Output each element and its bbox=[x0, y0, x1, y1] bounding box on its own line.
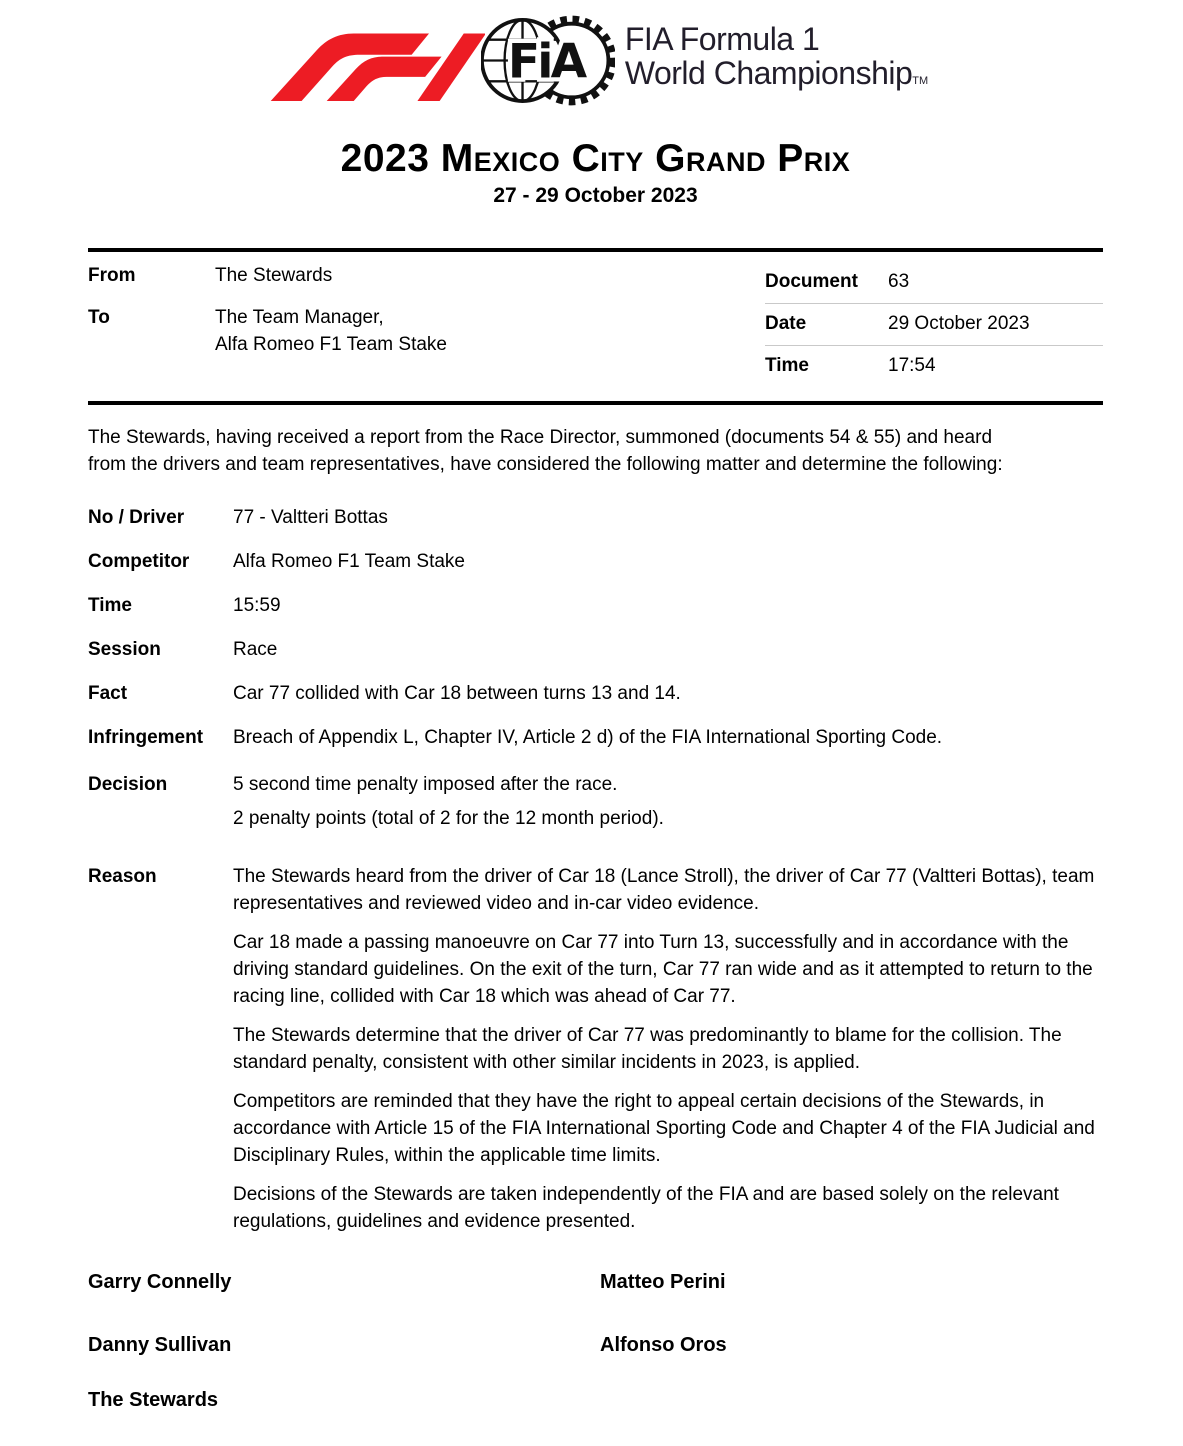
field-row-fact bbox=[88, 680, 1103, 707]
meta-left-column bbox=[88, 262, 765, 387]
field-row-time bbox=[88, 592, 1103, 619]
meta-right-column bbox=[765, 262, 1103, 387]
steward-signature-4: Alfonso Oros bbox=[600, 1334, 727, 1356]
to-label: To bbox=[88, 307, 110, 328]
reason-paragraph-1: The Stewards heard from the driver of Car 18 (Lance Stroll), the driver of Car 77 (Valtteri Bottas), team representatives and reviewed video and in-car video evidence. bbox=[233, 866, 1095, 914]
session-time-value: 15:59 bbox=[233, 595, 281, 616]
decision-line-1: 5 second time penalty imposed after the race. bbox=[233, 774, 618, 795]
no-driver-value: 77 - Valtteri Bottas bbox=[233, 507, 388, 528]
fia-monogram: FiA bbox=[507, 33, 585, 89]
steward-signature-2: Matteo Perini bbox=[600, 1271, 726, 1293]
field-row-competitor bbox=[88, 548, 1103, 575]
field-row-no-driver bbox=[88, 504, 1103, 531]
meta-row-time bbox=[765, 346, 1103, 387]
decision-line-2: 2 penalty points (total of 2 for the 12 month period). bbox=[233, 808, 664, 829]
signatures-grid bbox=[88, 1269, 1103, 1359]
meta-row-to bbox=[88, 304, 765, 358]
reason-paragraph-3: The Stewards determine that the driver of Car 77 was predominantly to blame for the collision. The standard penalty, consistent with other similar incidents in 2023, is applied. bbox=[233, 1025, 1062, 1073]
fact-label: Fact bbox=[88, 683, 128, 704]
no-driver-label: No / Driver bbox=[88, 507, 185, 528]
fia-wordmark-line1: FIA Formula 1 bbox=[624, 21, 820, 57]
field-row-decision bbox=[88, 771, 1103, 839]
page-title: 2023 Mexico City Grand Prix bbox=[340, 137, 851, 180]
signature-footer: The Stewards bbox=[88, 1389, 219, 1411]
document-number: 63 bbox=[888, 271, 910, 292]
event-date-range: 27 - 29 October 2023 bbox=[493, 184, 698, 207]
reason-paragraph-4: Competitors are reminded that they have the right to appeal certain decisions of the Stewards, in accordance with Article 15 of the FIA International Sporting Code and Chapter 4 of the FIA Judicial and Disciplinary Rules, within the applicable time limits. bbox=[233, 1091, 1095, 1166]
decision-label: Decision bbox=[88, 774, 168, 795]
signatures-section bbox=[88, 1269, 1103, 1414]
competitor-value: Alfa Romeo F1 Team Stake bbox=[233, 551, 465, 572]
infringement-label: Infringement bbox=[88, 727, 204, 748]
fia-wordmark-line2: World ChampionshipTM bbox=[624, 55, 929, 91]
meta-row-document bbox=[765, 262, 1103, 304]
decision-fields bbox=[88, 504, 1103, 1235]
date-label: Date bbox=[765, 313, 807, 334]
from-value: The Stewards bbox=[215, 265, 333, 286]
meta-section bbox=[88, 248, 1103, 405]
competitor-label: Competitor bbox=[88, 551, 190, 572]
steward-signature-1: Garry Connelly bbox=[88, 1271, 232, 1293]
session-time-label: Time bbox=[88, 595, 133, 616]
time-value: 17:54 bbox=[888, 355, 936, 376]
document-label: Document bbox=[765, 271, 858, 292]
field-row-reason bbox=[88, 863, 1103, 1235]
header-logo-row bbox=[88, 12, 1103, 108]
trademark-symbol: TM bbox=[912, 75, 929, 87]
reason-label: Reason bbox=[88, 866, 157, 887]
reason-paragraph-2: Car 18 made a passing manoeuvre on Car 77 into Turn 13, successfully and in accordance with the driving standard guidelines. On the exit of the turn, Car 77 ran wide and as it attempted to return to the racing line, collided with Car 18 which was ahead of Car 77. bbox=[233, 932, 1093, 1007]
f1-logo-icon bbox=[263, 18, 485, 103]
fia-logo-icon bbox=[481, 13, 615, 108]
decision-value bbox=[233, 771, 1103, 839]
session-value: Race bbox=[233, 639, 278, 660]
fact-value: Car 77 collided with Car 18 between turns 13 and 14. bbox=[233, 683, 681, 704]
to-value-line1: The Team Manager, bbox=[215, 307, 384, 328]
time-label: Time bbox=[765, 355, 810, 376]
field-row-session bbox=[88, 636, 1103, 663]
date-value: 29 October 2023 bbox=[888, 313, 1030, 334]
meta-row-date bbox=[765, 304, 1103, 346]
field-row-infringement bbox=[88, 724, 1103, 751]
to-value-line2: Alfa Romeo F1 Team Stake bbox=[215, 334, 447, 355]
steward-signature-3: Danny Sullivan bbox=[88, 1334, 232, 1356]
to-value bbox=[215, 304, 447, 358]
fia-wordmark bbox=[625, 22, 928, 98]
meta-row-from bbox=[88, 262, 765, 289]
reason-paragraph-5: Decisions of the Stewards are taken independently of the FIA and are based solely on the relevant regulations, guidelines and evidence presented. bbox=[233, 1184, 1059, 1232]
reason-value bbox=[233, 863, 1098, 1235]
session-label: Session bbox=[88, 639, 161, 660]
infringement-value: Breach of Appendix L, Chapter IV, Article 2 d) of the FIA International Sporting Code. bbox=[233, 727, 943, 748]
intro-paragraph: The Stewards, having received a report from the Race Director, summoned (documents 54 & 55) and heard from the drivers and team representatives, have considered the following matter and determine the following: bbox=[88, 427, 1003, 475]
from-label: From bbox=[88, 265, 136, 286]
